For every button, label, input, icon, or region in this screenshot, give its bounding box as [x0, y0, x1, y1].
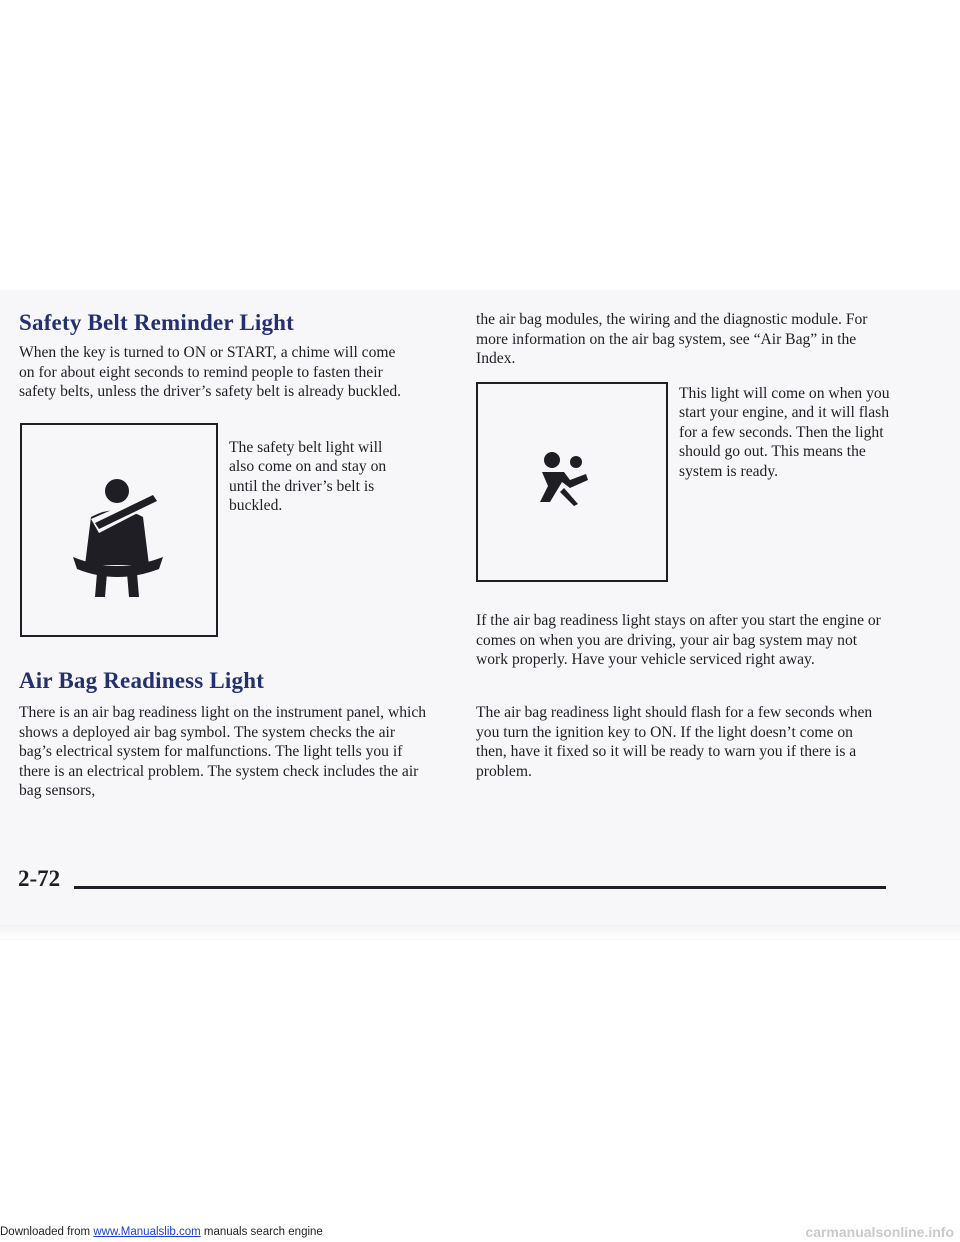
- footer-suffix: manuals search engine: [200, 1226, 323, 1238]
- seat-belt-icon: [69, 473, 169, 603]
- section-title-air-bag: Air Bag Readiness Light: [19, 668, 265, 693]
- air-bag-warning-para: If the air bag readiness light stays on after you start the engine or comes on when you are driving, your air bag system may not work properly. Have your vehicle serviced right away.: [476, 612, 881, 669]
- page-edge: [0, 925, 960, 939]
- air-bag-icon: [534, 446, 604, 516]
- air-bag-body: There is an air bag readiness light on the instrument panel, which shows a deployed air bag symbol. The system checks the air bag’s electrical system for malfunctions. The light tells you if there is an electrical problem. The system check includes the air bag sensors,: [19, 704, 427, 800]
- safety-belt-body: When the key is turned to ON or START, a chime will come on for about eight seconds to remind people to fasten their safety belts, unless the driver’s safety belt is already buckled.: [19, 344, 402, 401]
- air-bag-caption: This light will come on when you start your engine, and it will flash for a few seconds. Then the light should go out. This means the system is ready.: [679, 385, 890, 480]
- air-bag-flash-para: The air bag readiness light should flash for a few seconds when you turn the ignition key to ON. If the light doesn’t come on then, have it fixed so it will be ready to warn you if there is a problem.: [476, 704, 873, 780]
- watermark: carmanualsonline.info: [805, 1224, 954, 1240]
- air-bag-light-box: [476, 382, 668, 582]
- page-number: 2-72: [18, 866, 61, 891]
- page-rule: [74, 886, 886, 889]
- footer-prefix: Downloaded from: [0, 1226, 94, 1238]
- download-footer: [0, 1226, 323, 1238]
- manualslib-link[interactable]: www.Manualslib.com: [93, 1226, 201, 1238]
- seat-belt-light-box: [20, 423, 218, 637]
- section-title-safety-belt: Safety Belt Reminder Light: [19, 310, 295, 335]
- safety-belt-caption: The safety belt light will also come on and stay on until the driver’s belt is buckled.: [229, 439, 387, 515]
- air-bag-continued: the air bag modules, the wiring and the diagnostic module. For more information on the air bag system, see “Air Bag” in the Index.: [476, 311, 868, 368]
